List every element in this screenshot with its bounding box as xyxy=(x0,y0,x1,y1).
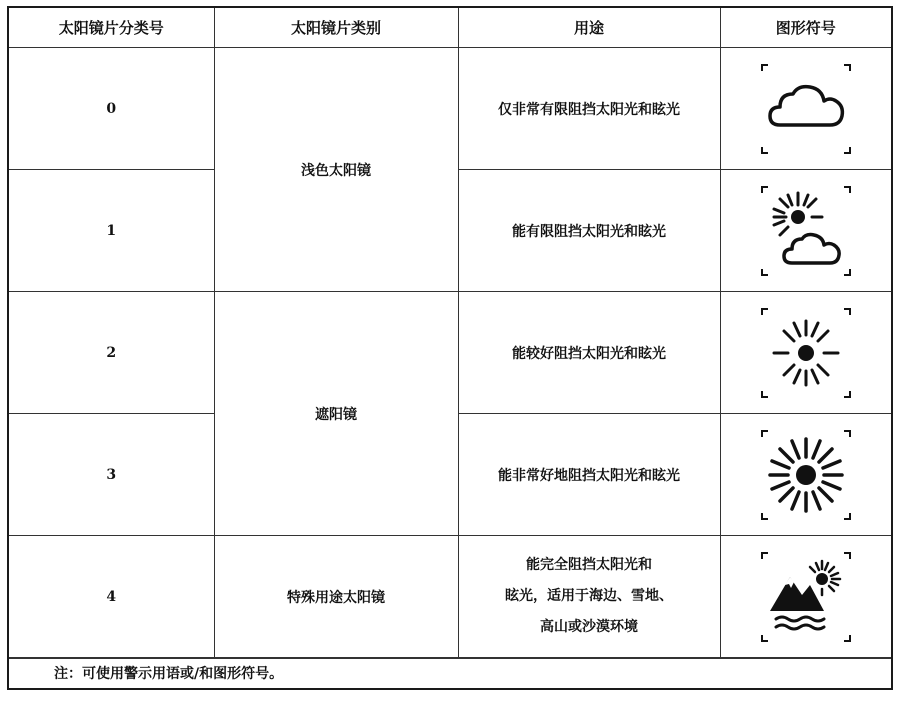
header-class-no: 太阳镜片分类号 xyxy=(9,8,214,48)
purpose-line: 能完全阻挡太阳光和 xyxy=(526,557,652,573)
purpose-cell: 能非常好地阻挡太阳光和眩光 xyxy=(458,414,720,536)
class-no-cell: 3 xyxy=(9,414,214,536)
table-note: 注：可使用警示用语或/和图形符号。 xyxy=(9,658,891,688)
category-cell: 特殊用途太阳镜 xyxy=(214,536,458,658)
class-no-cell: 0 xyxy=(9,48,214,170)
symbol-cell xyxy=(720,414,891,536)
sun-behind-cloud-icon xyxy=(758,183,854,279)
class-no-cell: 2 xyxy=(9,292,214,414)
table-row xyxy=(9,536,891,658)
header-purpose: 用途 xyxy=(458,8,720,48)
strong-sun-icon xyxy=(758,427,854,523)
sunglass-classification-sheet xyxy=(7,6,893,690)
purpose-cell: 能有限阻挡太阳光和眩光 xyxy=(458,170,720,292)
symbol-cell xyxy=(720,48,891,170)
symbol-cell xyxy=(720,170,891,292)
header-row xyxy=(9,8,891,48)
class-no-cell: 4 xyxy=(9,536,214,658)
header-category: 太阳镜片类别 xyxy=(214,8,458,48)
purpose-line: 眩光，适用于海边、雪地、 xyxy=(505,588,673,604)
sun-mountain-water-icon xyxy=(758,549,854,645)
cloud-icon xyxy=(758,61,854,157)
category-cell: 浅色太阳镜 xyxy=(214,48,458,292)
purpose-cell xyxy=(458,536,720,658)
symbol-cell xyxy=(720,292,891,414)
header-symbol: 图形符号 xyxy=(720,8,891,48)
class-no-cell: 1 xyxy=(9,170,214,292)
table-row xyxy=(9,292,891,414)
purpose-line: 高山或沙漠环境 xyxy=(540,619,638,635)
sun-icon xyxy=(758,305,854,401)
classification-table xyxy=(9,8,891,658)
symbol-cell xyxy=(720,536,891,658)
category-cell: 遮阳镜 xyxy=(214,292,458,536)
purpose-cell: 仅非常有限阻挡太阳光和眩光 xyxy=(458,48,720,170)
table-row xyxy=(9,48,891,170)
purpose-cell: 能较好阻挡太阳光和眩光 xyxy=(458,292,720,414)
